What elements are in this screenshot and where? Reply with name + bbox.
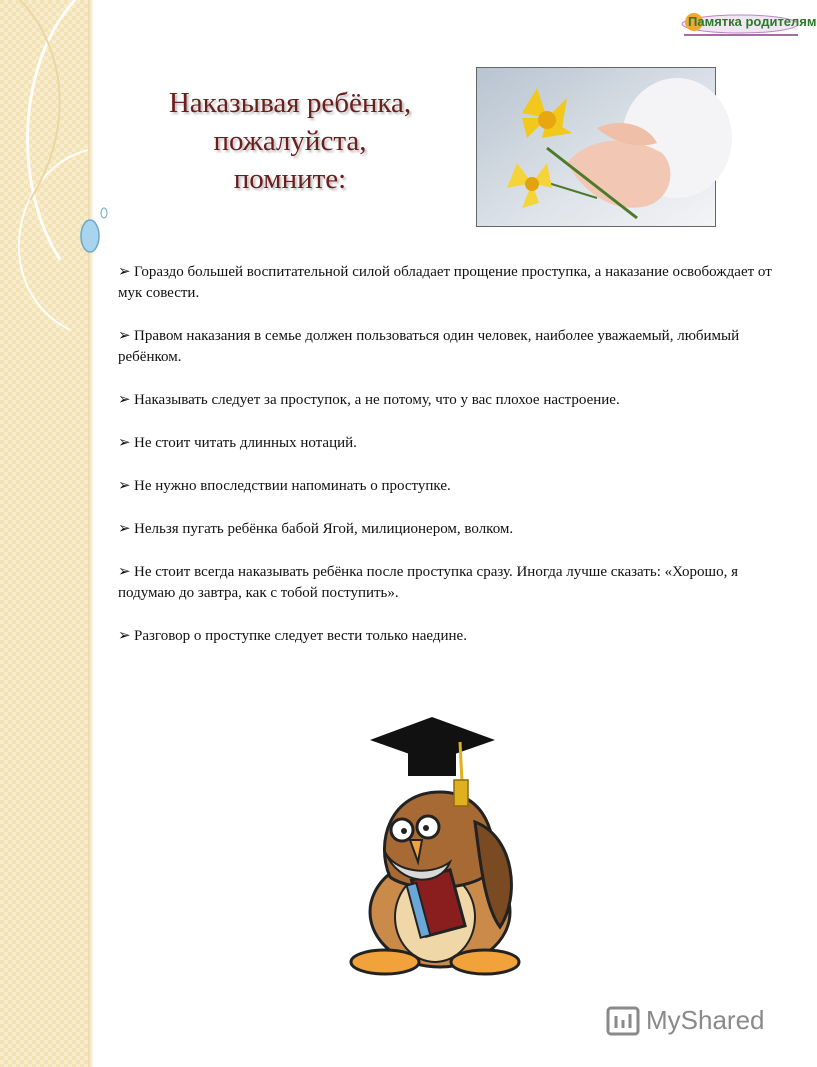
owl-professor-illustration xyxy=(340,712,540,982)
advice-list xyxy=(118,262,780,669)
blue-bead-icon xyxy=(81,220,99,252)
arrow-bullet-icon: ➢ xyxy=(118,328,131,344)
list-item: ➢ Нельзя пугать ребёнка бабой Ягой, милиционером, волком. xyxy=(118,519,780,540)
watermark-text: MyShared xyxy=(646,1005,765,1035)
arrow-bullet-icon: ➢ xyxy=(118,628,131,644)
page-title xyxy=(140,84,440,198)
list-item: ➢ Не стоит читать длинных нотаций. xyxy=(118,433,780,454)
hands-with-daffodils-photo xyxy=(476,67,716,227)
list-item: ➢ Разговор о проступке следует вести только наедине. xyxy=(118,626,780,647)
arrow-bullet-icon: ➢ xyxy=(118,264,131,280)
small-ring-icon xyxy=(101,208,107,218)
arrow-bullet-icon: ➢ xyxy=(118,478,131,494)
list-item: ➢ Не нужно впоследствии напоминать о проступке. xyxy=(118,476,780,497)
arrow-bullet-icon: ➢ xyxy=(118,564,131,580)
logo-label: Памятка родителям xyxy=(688,14,817,29)
list-item: ➢ Правом наказания в семье должен пользоваться один человек, наиболее уважаемый, любимый ребёнком. xyxy=(118,328,740,365)
title-line-3: помните: xyxy=(233,163,347,195)
arrow-bullet-icon: ➢ xyxy=(118,521,131,537)
list-item: ➢ Наказывать следует за проступок, а не потому, что у вас плохое настроение. xyxy=(118,390,780,411)
title-line-2: пожалуйста, xyxy=(213,125,367,157)
title-line-1: Наказывая ребёнка, xyxy=(168,87,412,119)
list-item: ➢ Не стоит всегда наказывать ребёнка после проступка сразу. Иногда лучше сказать: «Хорошо, я подумаю до завтра, как с тобой поступить». xyxy=(118,564,738,601)
list-item: ➢ Гораздо большей воспитательной силой обладает прощение проступка, а наказание освобождает от мук совести. xyxy=(118,264,772,301)
arrow-bullet-icon: ➢ xyxy=(118,392,131,408)
arrow-bullet-icon: ➢ xyxy=(118,435,131,451)
